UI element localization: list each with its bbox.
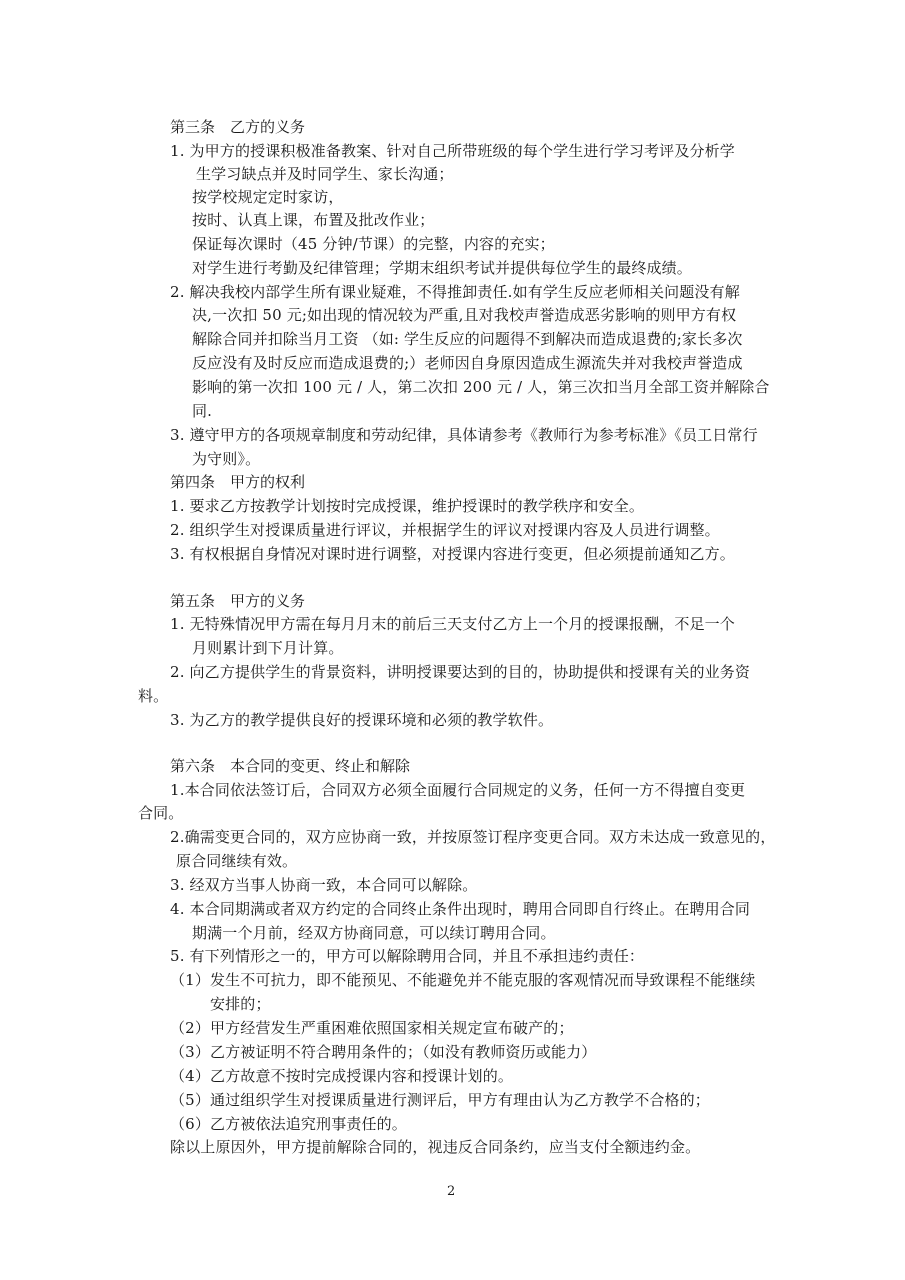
article-4-line: 3. 有权根据自身情况对课时进行调整，对授课内容进行变更，但必须提前通知乙方。 (170, 545, 735, 563)
article-6-line: 2.确需变更合同的，双方应协商一致，并按原签订程序变更合同。双方未达成一致意见的， (170, 828, 776, 846)
article-6-line: （6）乙方被依法追究刑事责任的。 (170, 1115, 407, 1133)
article-4-line: 1. 要求乙方按教学计划按时完成授课，维护授课时的教学秩序和安全。 (170, 497, 645, 515)
article-3-line: 按时、认真上课，布置及批改作业； (192, 211, 435, 229)
article-6-line: 4. 本合同期满或者双方约定的合同终止条件出现时，聘用合同即自行终止。在聘用合同 (170, 900, 751, 918)
article-3-line: 按学校规定定时家访， (192, 188, 344, 206)
article-3-line: 同. (192, 402, 213, 420)
article-6-line: 除以上原因外，甲方提前解除合同的，视违反合同条约，应当支付全额违约金。 (170, 1138, 701, 1156)
article-6-line: 3. 经双方当事人协商一致，本合同可以解除。 (170, 876, 478, 894)
article-4-heading: 第四条 甲方的权利 (170, 473, 306, 491)
article-3-line: 生学习缺点并及时同学生、家长沟通； (196, 165, 454, 183)
article-6-line: 5. 有下列情形之一的，甲方可以解除聘用合同，并且不承担违约责任： (170, 947, 645, 965)
page-number: 2 (447, 1184, 456, 1199)
article-6-line: 安排的； (210, 995, 271, 1013)
article-3-line: 影响的第一次扣 100 元 / 人，第二次扣 200 元 / 人，第三次扣当月全部工资并解除合 (192, 378, 770, 396)
article-5-line: 月则累计到下月计算。 (192, 639, 344, 657)
article-6-line: （5）通过组织学生对授课质量进行测评后，甲方有理由认为乙方教学不合格的； (170, 1091, 710, 1109)
article-6-line: （1）发生不可抗力，即不能预见、不能避免并不能克服的客观情况而导致课程不能继续 (170, 971, 756, 989)
article-5-heading: 第五条 甲方的义务 (170, 592, 306, 610)
article-3-heading: 第三条 乙方的义务 (170, 118, 306, 136)
article-3-line: 反应没有及时反应而造成退费的;）老师因自身原因造成生源流失并对我校声誉造成 (192, 354, 743, 372)
article-5-line: 料。 (138, 687, 169, 705)
article-3-line: 决,一次扣 50 元;如出现的情况较为严重,且对我校声誉造成恶劣影响的则甲方有权 (192, 306, 737, 324)
article-5-line: 2. 向乙方提供学生的背景资料，讲明授课要达到的目的，协助提供和授课有关的业务资 (170, 663, 751, 681)
article-6-line: （4）乙方故意不按时完成授课内容和授课计划的。 (170, 1067, 513, 1085)
article-3-line: 对学生进行考勤及纪律管理；学期末组织考试并提供每位学生的最终成绩。 (192, 259, 692, 277)
article-6-heading: 第六条 本合同的变更、终止和解除 (170, 757, 411, 775)
article-6-line: 合同。 (138, 804, 184, 822)
article-3-line: 保证每次课时（45 分钟/节课）的完整，内容的充实； (192, 235, 555, 253)
article-3-line: 解除合同并扣除当月工资 （如: 学生反应的问题得不到解决而造成退费的;家长多次 (192, 330, 743, 348)
article-6-line: （3）乙方被证明不符合聘用条件的；（如没有教师资历或能力） (170, 1043, 597, 1061)
article-3-line: 3. 遵守甲方的各项规章制度和劳动纪律，具体请参考《教师行为参考标准》《员工日常行 (170, 426, 758, 444)
article-3-line: 1. 为甲方的授课积极准备教案、针对自己所带班级的每个学生进行学习考评及分析学 (170, 142, 735, 160)
article-4-line: 2. 组织学生对授课质量进行评议，并根据学生的评议对授课内容及人员进行调整。 (170, 521, 720, 539)
article-6-line: 原合同继续有效。 (176, 852, 298, 870)
article-5-line: 1. 无特殊情况甲方需在每月月末的前后三天支付乙方上一个月的授课报酬，不足一个 (170, 615, 735, 633)
article-6-line: （2）甲方经营发生严重困难依照国家相关规定宣布破产的； (170, 1019, 574, 1037)
article-3-line: 为守则》。 (192, 450, 261, 468)
article-5-line: 3. 为乙方的教学提供良好的授课环境和必须的教学软件。 (170, 711, 554, 729)
article-6-line: 期满一个月前，经双方协商同意，可以续订聘用合同。 (192, 924, 556, 942)
article-6-line: 1.本合同依法签订后，合同双方必须全面履行合同规定的义务，任何一方不得擅自变更 (170, 781, 746, 799)
article-3-line: 2. 解决我校内部学生所有课业疑难，不得推卸责任.如有学生反应老师相关问题没有解 (170, 283, 740, 301)
